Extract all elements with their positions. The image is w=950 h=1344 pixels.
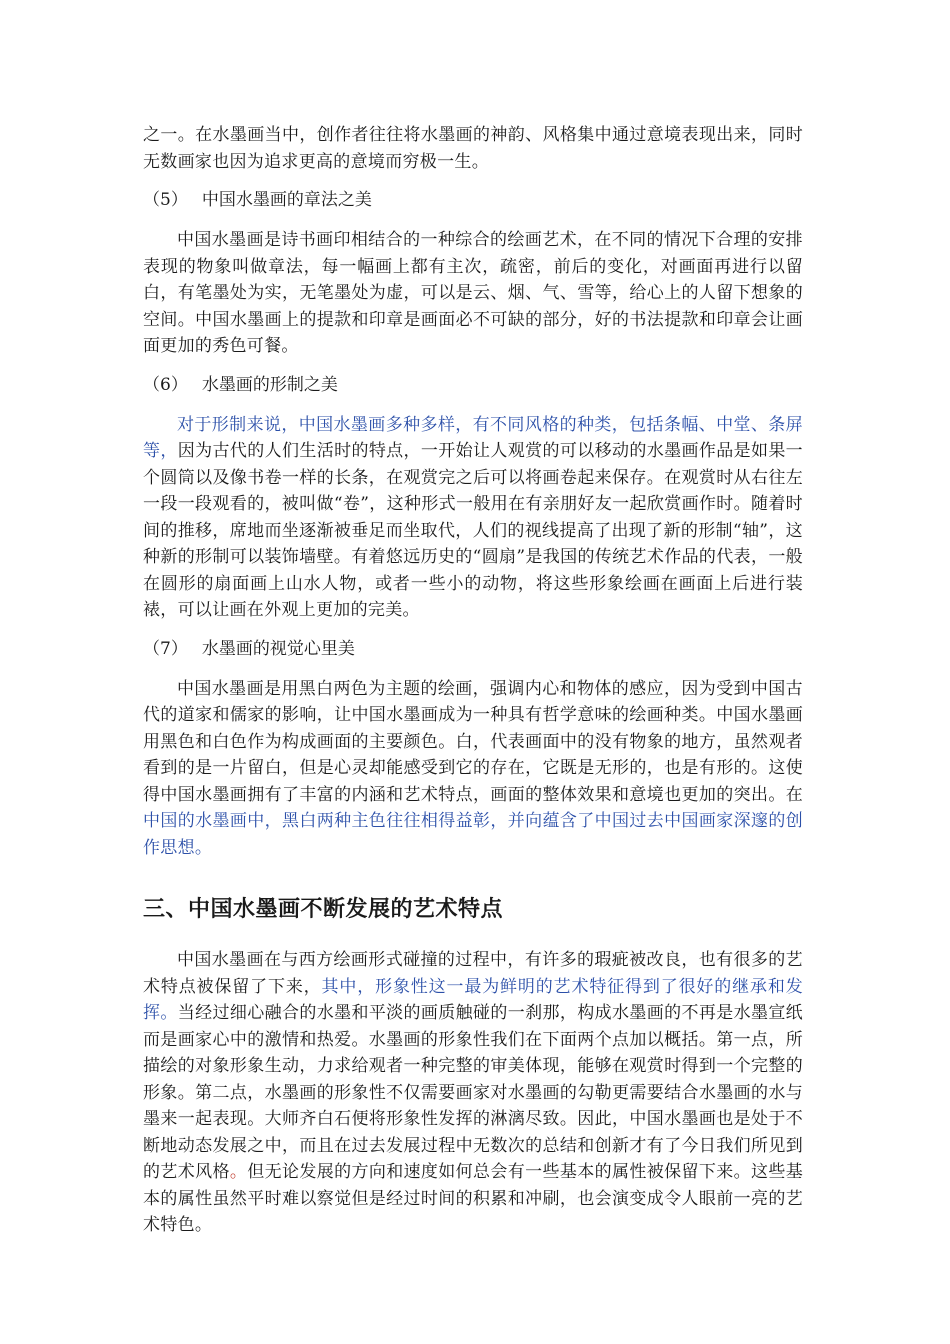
subsection-6-number: （6） [143,374,188,395]
subsection-5-number: （5） [143,190,188,210]
section-3-highlight: 其中，形象性这一最为鲜明的艺术特征得到了很好的继承和发挥。 [143,976,803,1023]
intro-paragraph: 之一。在水墨画当中，创作者往往将水墨画的神韵、风格集中通过意境表现出来，同时无数画家也因为追求更高的意境而穷极一生。 [143,125,803,172]
subsection-6-body: 因为古代的人们生活时的特点，一开始让人观赏的可以移动的水墨画作品是如果一个圆筒以及像书卷一样的长条，在观赏完之后可以将画卷起来保存。在观赏时从右往左一段一段观看的，被叫做“卷”，这种形式一般用在有亲朋好友一起欣赏画作时。随着时间的推移，席地而坐逐渐被垂足而坐取代，人们的视线提高了出现了新的形制“轴”，这种新的形制可以装饰墙壁。有着悠远历史的“圆扇”是我国的传统艺术作品的代表，一般在圆形的扇面画上山水人物，或者一些小的动物，将这些形象绘画在画面上后进行装裱，可以让画在外观上更加的完美。 [143,441,803,620]
subsection-6-paragraph [143,412,803,624]
subsection-7-number: （7） [143,638,188,659]
section-3-body-part3: 当经过细心融合的水墨和平淡的画质触碰的一刹那，构成水墨画的不再是水墨宣纸而是画家心中的激情和热爱。水墨画的形象性我们在下面两个点加以概括。第一点，所描绘的对象形象生动，力求给观者一种完整的审美体现，能够在观赏时得到一个完整的形象。第二点，水墨画的形象性不仅需要画家对水墨画的勾勒更需要结合水墨画的水与墨来一起表现。大师齐白石便将形象性发挥的淋漓尽致。因此，中国水墨画也是处于不断地动态发展之中，而且在过去发展过程中无数次的总结和创新才有了今日我们所见到的艺术风格 [143,1003,803,1182]
subsection-5-paragraph: 中国水墨画是诗书画印相结合的一种综合的绘画艺术，在不同的情况下合理的安排表现的物象叫做章法，每一幅画上都有主次，疏密，前后的变化，对画面再进行以留白，有笔墨处为实，无笔墨处为虚，可以是云、烟、气、雪等，给心上的人留下想象的空间。中国水墨画上的提款和印章是画面必不可缺的部分，好的书法提款和印章会让画面更加的秀色可餐。 [143,230,803,356]
subsection-7-label: 水墨画的视觉心里美 [201,638,355,659]
subsection-6-highlight: 对于形制来说，中国水墨画多种多样，有不同风格的种类，包括条幅、中堂、条屏等， [143,414,803,461]
subsection-7-paragraph [143,676,803,862]
subsection-5-label: 中国水墨画的章法之美 [201,190,372,210]
section-3-red-mark: 。 [229,1162,248,1182]
subsection-6-label: 水墨画的形制之美 [201,374,338,395]
section-3-paragraph [143,947,803,1239]
subsection-7-body: 中国水墨画是用黑白两色为主题的绘画，强调内心和物体的感应，因为受到中国古代的道家和儒家的影响，让中国水墨画成为一种具有哲学意味的绘画种类。中国水墨画用黑色和白色作为构成画面的主要颜色。白，代表画面中的没有物象的地方，虽然观者看到的是一片留白，但是心灵却能感受到它的存在，它既是无形的，也是有形的。这使得中国水墨画拥有了丰富的内涵和艺术特点，画面的整体效果和意境也更加的突出。在 [143,678,803,805]
subsection-5-title [143,187,803,213]
document-page [143,122,803,1239]
section-3-heading: 三、中国水墨画不断发展的艺术特点 [143,897,504,922]
section-3-body-part5: 但无论发展的方向和速度如何总会有一些基本的属性被保留下来。这些基本的属性虽然平时难以察觉但是经过时间的积累和冲刷，也会演变成令人眼前一亮的艺术特色。 [143,1162,803,1235]
subsection-6-title [143,372,803,398]
section-3-body-part1: 中国水墨画在与西方绘画形式碰撞的过程中，有许多的瑕疵被改良，也有很多的艺术特点被保留了下来， [143,950,803,997]
subsection-7-highlight: 中国的水墨画中，黑白两种主色往往相得益彰，并向蕴含了中国过去中国画家深邃的创作思想。 [143,811,803,858]
subsection-7-title [143,636,803,662]
